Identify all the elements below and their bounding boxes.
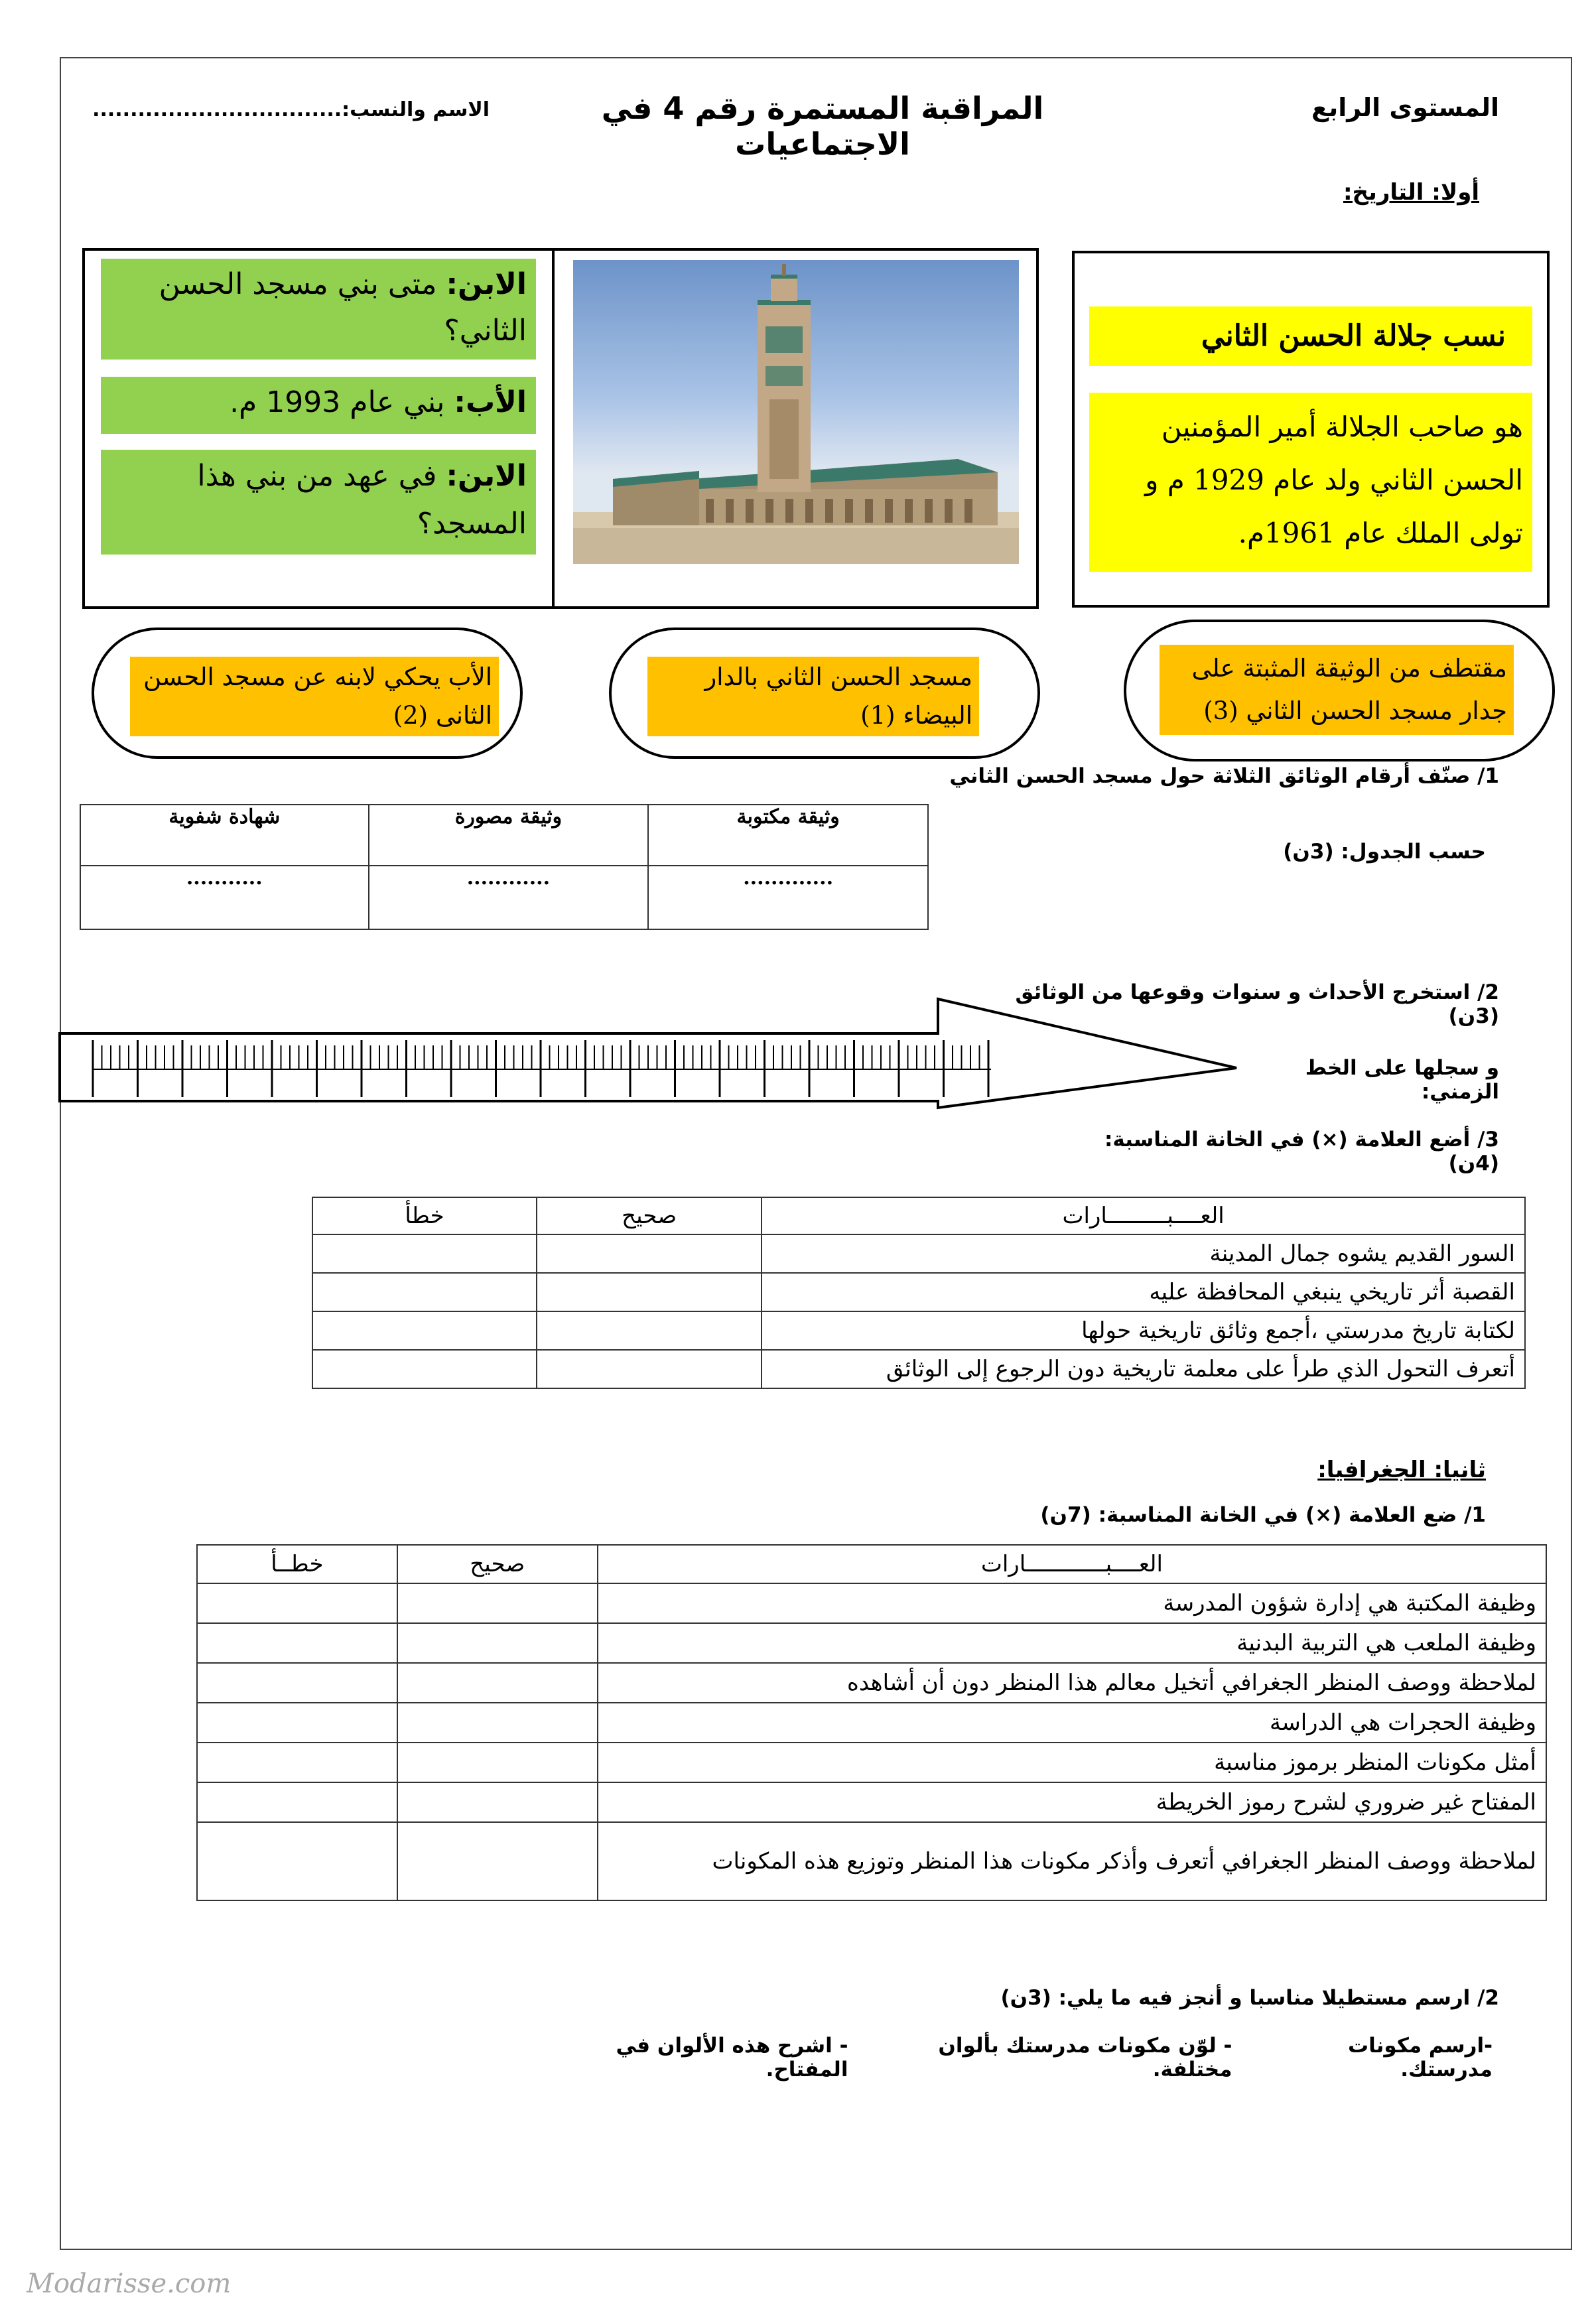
task-key: - اشرح هذه الألوان في المفتاح. — [616, 2034, 848, 2082]
geography-question-1: 1/ ضع العلامة (×) في الخانة المناسبة: (7ن) — [1040, 1503, 1486, 1527]
statement: لملاحظة ووصف المنظر الجغرافي أتخيل معالم هذا المنظر دون أن أشاهده — [598, 1663, 1546, 1703]
statement: أتعرف التحول الذي طرأ على معلمة تاريخية دون الرجوع إلى الوثائق — [762, 1350, 1525, 1388]
header-true: صحيح — [397, 1545, 598, 1583]
false-cell[interactable] — [197, 1743, 397, 1782]
statement: المفتاح غير ضروري لشرح رموز الخريطة — [598, 1782, 1546, 1822]
task-color: - لوّن مكونات مدرستك بألوان مختلفة. — [938, 2034, 1232, 2082]
statement: وظيفة الحجرات هي الدراسة — [598, 1703, 1546, 1743]
false-cell[interactable] — [312, 1273, 537, 1311]
statement: لملاحظة ووصف المنظر الجغرافي أتعرف وأذكر مكونات هذا المنظر وتوزيع هذه المكونات — [598, 1822, 1546, 1900]
header-oral-testimony: شهادة شفوية — [80, 805, 369, 866]
header-statements: العــــبــــــــــــارات — [598, 1545, 1546, 1583]
question-1-line-2: حسب الجدول: (3ن) — [1283, 840, 1486, 864]
speaker-son: الابن: — [446, 267, 527, 301]
dialogue-text: متى بني مسجد الحسن الثاني؟ — [159, 267, 527, 348]
answer-cell[interactable]: ............. — [648, 866, 928, 929]
true-cell[interactable] — [537, 1311, 762, 1350]
true-cell[interactable] — [397, 1703, 598, 1743]
false-cell[interactable] — [197, 1583, 397, 1623]
written-document-box — [1072, 251, 1550, 608]
statement: وظيفة الملعب هي التربية البدنية — [598, 1623, 1546, 1663]
caption-document-1: مسجد الحسن الثاني بالدار البيضاء (1) — [647, 657, 979, 736]
false-cell[interactable] — [197, 1703, 397, 1743]
dialogue-line-2 — [101, 377, 536, 434]
level-label: المستوى الرابع — [1311, 93, 1499, 122]
statement: السور القديم يشوه جمال المدينة — [762, 1234, 1525, 1273]
documents-box — [82, 248, 1039, 609]
answer-cell[interactable]: ........... — [80, 866, 369, 929]
statement: وظيفة المكتبة هي إدارة شؤون المدرسة — [598, 1583, 1546, 1623]
question-1: 1/ صنّف أرقام الوثائق الثلاثة حول مسجد الحسن الثاني — [949, 764, 1499, 788]
question-3: 3/ أضع العلامة (×) في الخانة المناسبة: (4ن) — [1104, 1128, 1499, 1175]
classification-table — [80, 804, 929, 930]
answer-cell[interactable]: ............ — [369, 866, 649, 929]
geography-section-title: ثانيا: الجغرافيا: — [1317, 1457, 1486, 1483]
header-written-document: وثيقة مكتوبة — [648, 805, 928, 866]
true-cell[interactable] — [537, 1234, 762, 1273]
statement: أمثل مكونات المنظر برموز مناسبة — [598, 1743, 1546, 1782]
geography-question-2: 2/ ارسم مستطيلا مناسبا و أنجز فيه ما يلي: (3ن) — [1000, 1986, 1499, 2010]
timeline-arrow — [56, 995, 1250, 1114]
false-cell[interactable] — [197, 1822, 397, 1900]
caption-oval-2 — [92, 628, 523, 759]
header-false: خطأ — [312, 1197, 537, 1234]
true-false-table-history — [312, 1197, 1526, 1389]
true-cell[interactable] — [537, 1273, 762, 1311]
false-cell[interactable] — [312, 1234, 537, 1273]
header-photo-document: وثيقة مصورة — [369, 805, 649, 866]
dialogue-line-1 — [101, 259, 536, 360]
true-false-table-geography — [196, 1544, 1547, 1901]
name-field: الاسم والنسب:................................. — [92, 98, 490, 121]
header-false: خطــأ — [197, 1545, 397, 1583]
caption-document-2: الأب يحكي لابنه عن مسجد الحسن الثانى (2) — [130, 657, 499, 736]
dialogue-line-3 — [101, 450, 536, 555]
speaker-son: الابن: — [446, 459, 527, 493]
false-cell[interactable] — [197, 1663, 397, 1703]
hassan-ii-mosque-image — [573, 260, 1019, 564]
caption-oval-1 — [609, 628, 1040, 759]
geography-tasks — [557, 2034, 1493, 2082]
document-heading: نسب جلالة الحسن الثاني — [1089, 306, 1532, 366]
true-cell[interactable] — [397, 1623, 598, 1663]
header-true: صحيح — [537, 1197, 762, 1234]
speaker-father: الأب: — [454, 385, 527, 419]
mosque-photo — [573, 260, 1019, 564]
true-cell[interactable] — [397, 1782, 598, 1822]
caption-oval-3 — [1124, 620, 1555, 761]
question-2: 2/ استخرج الأحداث و سنوات وقوعها من الوثائق (3ن) — [1015, 980, 1499, 1028]
divider — [552, 251, 555, 606]
document-body: هو صاحب الجلالة أمير المؤمنين الحسن الثاني ولد عام 1929 م و تولى الملك عام 1961م. — [1089, 393, 1532, 572]
true-cell[interactable] — [537, 1350, 762, 1388]
page-title: المراقبة المستمرة رقم 4 في الاجتماعيات — [601, 90, 1044, 162]
true-cell[interactable] — [397, 1583, 598, 1623]
task-draw: -ارسم مكونات مدرستك. — [1347, 2034, 1493, 2082]
watermark: Modarisse.com — [27, 2269, 232, 2299]
true-cell[interactable] — [397, 1743, 598, 1782]
false-cell[interactable] — [197, 1623, 397, 1663]
statement: لكتابة تاريخ مدرستي ،أجمع وثائق تاريخية حولها — [762, 1311, 1525, 1350]
true-cell[interactable] — [397, 1822, 598, 1900]
statement: القصبة أثر تاريخي ينبغي المحافظة عليه — [762, 1273, 1525, 1311]
question-2-line-2: و سجلها على الخط الزمني: — [1305, 1056, 1499, 1104]
caption-document-3: مقتطف من الوثيقة المثبتة على جدار مسجد الحسن الثاني (3) — [1160, 645, 1514, 735]
history-section-title: أولا: التاريخ: — [1343, 179, 1479, 206]
false-cell[interactable] — [197, 1782, 397, 1822]
false-cell[interactable] — [312, 1311, 537, 1350]
dialogue-text: في عهد من بني هذا المسجد؟ — [197, 459, 527, 541]
header-statements: العــــبـــــــــارات — [762, 1197, 1525, 1234]
dialogue-text: بني عام 1993 م. — [230, 385, 445, 419]
true-cell[interactable] — [397, 1663, 598, 1703]
false-cell[interactable] — [312, 1350, 537, 1388]
